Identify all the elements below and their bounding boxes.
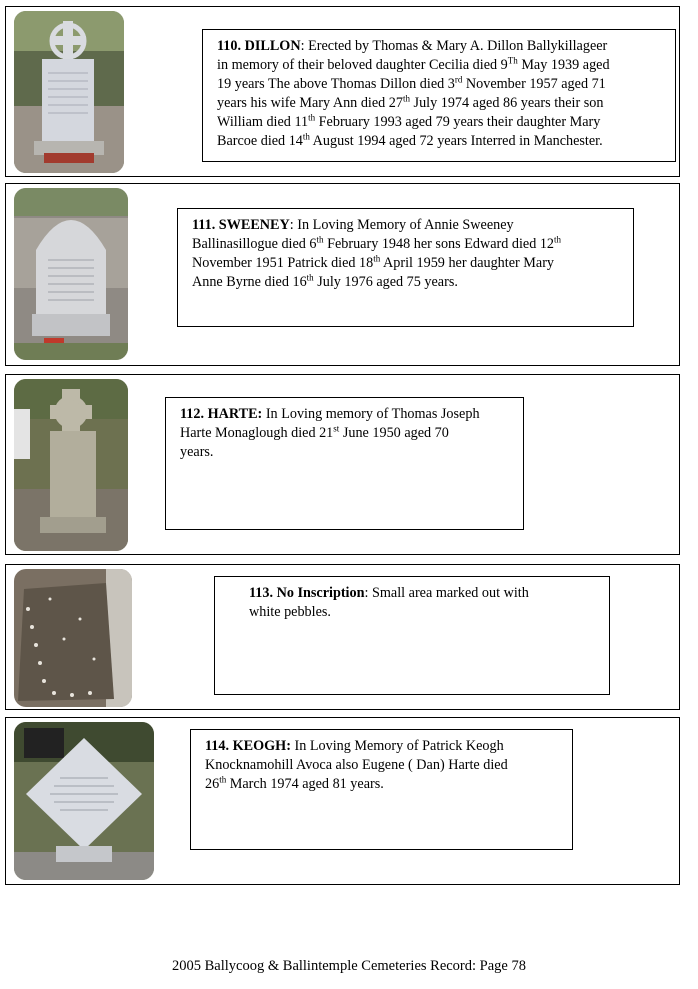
headstone-photo-114	[14, 722, 154, 880]
headstone-photo-111	[14, 188, 128, 360]
inscription-line: years his wife Mary Ann died 27th July 1974 aged 86 years their son	[217, 93, 604, 111]
inscription-line: William died 11th February 1993 aged 79 years their daughter Mary	[217, 112, 601, 130]
entry-heading: 113. No Inscription	[249, 585, 365, 601]
inscription-box-113	[214, 576, 610, 695]
inscription-box-112	[165, 397, 524, 530]
inscription-box-111	[177, 208, 634, 327]
grave-photo-113	[14, 569, 132, 707]
inscription-line: Barcoe died 14th August 1994 aged 72 years Interred in Manchester.	[217, 131, 603, 149]
inscription-line: Knocknamohill Avoca also Eugene ( Dan) Harte died	[205, 757, 508, 773]
entry-110	[5, 6, 680, 177]
entry-114	[5, 717, 680, 885]
inscription-line: white pebbles.	[249, 604, 331, 620]
entry-113	[5, 564, 680, 710]
inscription-line: 113. No Inscription: Small area marked out with	[249, 585, 529, 601]
entry-112	[5, 374, 680, 555]
inscription-line: in memory of their beloved daughter Cecilia died 9Th May 1939 aged	[217, 55, 610, 73]
inscription-line: 26th March 1974 aged 81 years.	[205, 774, 384, 792]
entry-heading: 111. SWEENEY	[192, 217, 290, 233]
entry-111	[5, 183, 680, 366]
inscription-line: 114. KEOGH: In Loving Memory of Patrick Keogh	[205, 738, 504, 754]
headstone-photo-112	[14, 379, 128, 551]
inscription-box-114	[190, 729, 573, 850]
inscription-line: years.	[180, 444, 214, 460]
inscription-line: Harte Monaglough died 21st June 1950 aged 70	[180, 423, 449, 441]
entry-heading: 112. HARTE:	[180, 406, 263, 422]
headstone-photo-110	[14, 11, 124, 173]
entry-heading: 110. DILLON	[217, 38, 301, 54]
inscription-line: 19 years The above Thomas Dillon died 3rd November 1957 aged 71	[217, 74, 606, 92]
inscription-line: 111. SWEENEY: In Loving Memory of Annie Sweeney	[192, 217, 514, 233]
inscription-line: 110. DILLON: Erected by Thomas & Mary A. Dillon Ballykillageer	[217, 38, 608, 54]
inscription-line: Anne Byrne died 16th July 1976 aged 75 years.	[192, 272, 458, 290]
inscription-line: 112. HARTE: In Loving memory of Thomas Joseph	[180, 406, 480, 422]
inscription-line: Ballinasillogue died 6th February 1948 her sons Edward died 12th	[192, 234, 562, 252]
inscription-box-110	[202, 29, 676, 162]
page-footer: 2005 Ballycoog & Ballintemple Cemeteries Record: Page 78	[172, 958, 526, 974]
entry-heading: 114. KEOGH:	[205, 738, 291, 754]
inscription-line: November 1951 Patrick died 18th April 1959 her daughter Mary	[192, 253, 555, 271]
